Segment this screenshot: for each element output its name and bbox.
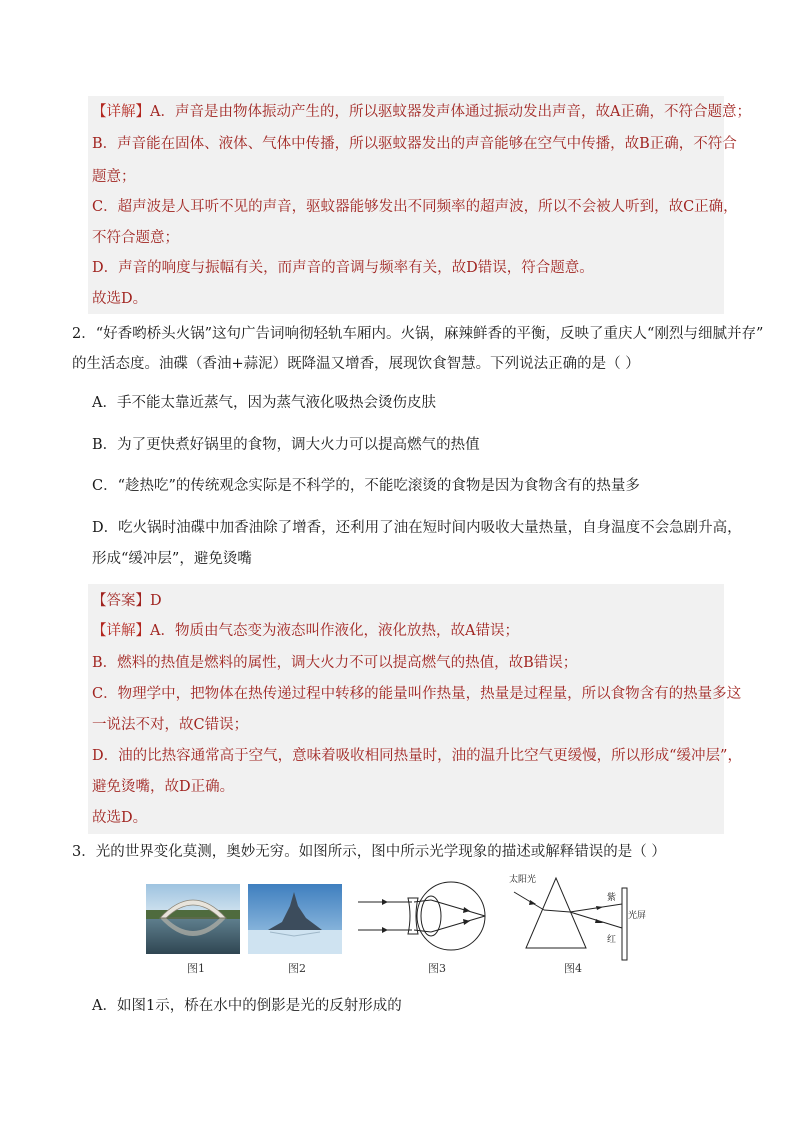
figure-3-eye-diagram — [356, 878, 496, 956]
q2-option-d-line-2: 形成“缓冲层”，避免烫嘴 — [92, 551, 252, 567]
q2-option-d-line-1: D．吃火锅时油碟中加香油除了增香，还利用了油在短时间内吸收大量热量，自身温度不会急剧升高， — [92, 520, 742, 536]
detail2-line-4: 一说法不对，故C错误； — [92, 717, 249, 733]
q2-option-a: A．手不能太靠近蒸气，因为蒸气液化吸热会烫伤皮肤 — [92, 395, 436, 411]
detail2-line-7: 故选D。 — [92, 810, 148, 826]
detail-line-5: 不符合题意； — [92, 230, 179, 246]
label-sunlight: 太阳光 — [509, 874, 537, 884]
q2-stem-line-1: 2．“好香哟桥头火锅”这句广告词响彻轻轨车厢内。火锅，麻辣鲜香的平衡，反映了重庆人“刚烈与细腻并存” — [72, 326, 764, 342]
figure-3-caption: 图3 — [428, 962, 446, 975]
q3-option-a: A．如图1示，桥在水中的倒影是光的反射形成的 — [92, 998, 402, 1014]
detail2-line-5: D．油的比热容通常高于空气，意味着吸收相同热量时，油的温升比空气更缓慢，所以形成“缓冲层”， — [92, 748, 742, 764]
q2-option-c: C．“趁热吃”的传统观念实际是不科学的，不能吃滚烫的食物是因为食物含有的热量多 — [92, 478, 640, 494]
detail-line-7: 故选D。 — [92, 291, 148, 307]
figure-2-island-image — [248, 884, 342, 954]
label-violet: 紫 — [607, 892, 617, 902]
figure-1-caption: 图1 — [187, 962, 205, 975]
detail2-line-6: 避免烫嘴，故D正确。 — [92, 779, 235, 795]
detail2-line-2: B．燃料的热值是燃料的属性，调大火力不可以提高燃气的热值，故B错误； — [92, 655, 578, 671]
figure-4-prism-diagram — [506, 870, 656, 962]
detail2-tag: 【详解】 — [92, 623, 150, 639]
detail-line-6: D．声音的响度与振幅有关，而声音的音调与频率有关，故D错误，符合题意。 — [92, 260, 594, 276]
detail-tag: 【详解】 — [92, 104, 150, 120]
detail-line-1: 【详解】A．声音是由物体振动产生的，所以驱蚊器发声体通过振动发出声音，故A正确，不符合题意； — [92, 104, 751, 120]
detail-line-2: B．声音能在固体、液体、气体中传播，所以驱蚊器发出的声音能够在空气中传播，故B正确，不符合 — [92, 136, 737, 152]
figure-4-caption: 图4 — [564, 962, 582, 975]
label-screen: 光屏 — [628, 910, 647, 920]
figure-2-caption: 图2 — [288, 962, 306, 975]
label-red: 红 — [607, 934, 617, 944]
detail2-line-1: 【详解】A．物质由气态变为液态叫作液化，液化放热，故A错误； — [92, 623, 519, 639]
q2-option-b: B．为了更快煮好锅里的食物，调大火力可以提高燃气的热值 — [92, 437, 480, 453]
detail-line-4: C．超声波是人耳听不见的声音，驱蚊器能够发出不同频率的超声波，所以不会被人听到，故C正确， — [92, 199, 738, 215]
answer-line: 【答案】D — [92, 593, 162, 609]
detail-line-3: 题意； — [92, 169, 136, 185]
q2-stem-line-2: 的生活态度。油碟（香油+蒜泥）既降温又增香，展现饮食智慧。下列说法正确的是（ ） — [72, 356, 640, 372]
figure-1-bridge-image — [146, 884, 240, 954]
detail2-line-3: C．物理学中，把物体在热传递过程中转移的能量叫作热量，热量是过程量，所以食物含有的热量多这 — [92, 686, 742, 702]
q3-stem: 3．光的世界变化莫测，奥妙无穷。如图所示，图中所示光学现象的描述或解释错误的是（ ） — [72, 844, 666, 860]
